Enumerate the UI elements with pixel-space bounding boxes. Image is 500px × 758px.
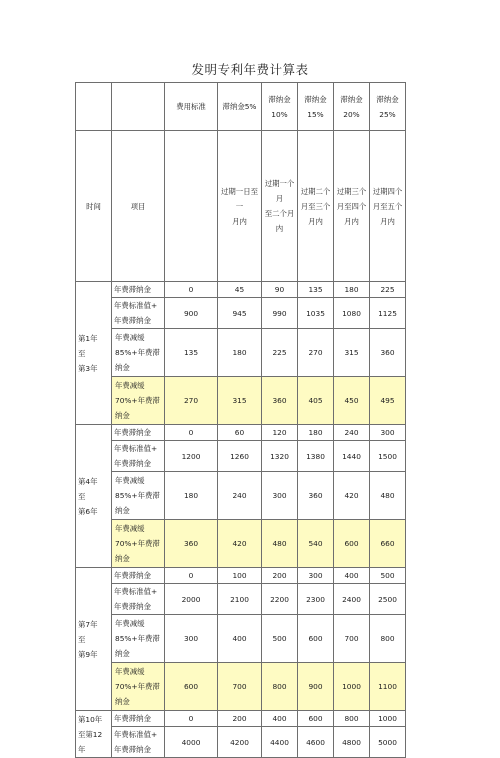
cell-line: 年: [78, 744, 86, 754]
value-cell: 480: [370, 472, 406, 520]
value-cell: 2200: [262, 584, 298, 615]
value-cell: 400: [218, 615, 262, 663]
header-period: [370, 131, 406, 282]
table-row: [76, 727, 406, 758]
item-label: [112, 615, 165, 663]
cell-line: 月至三个: [300, 201, 331, 211]
cell-line: 月至四个: [336, 201, 367, 211]
cell-line: 纳金: [115, 363, 130, 372]
value-cell: 1000: [334, 663, 370, 711]
value-cell: 1380: [298, 441, 334, 472]
cell-line: 年费减缓: [115, 476, 145, 485]
item-label: [112, 329, 165, 377]
value-cell: 270: [298, 329, 334, 377]
value-cell: 500: [370, 568, 406, 584]
value-cell: 180: [218, 329, 262, 377]
period-cell: [76, 711, 112, 758]
cell-line: 年费滞纳金: [114, 285, 151, 294]
value-cell: 90: [262, 282, 298, 298]
cell-line: 70%+年费滞: [115, 682, 160, 691]
cell-line: 第3年: [78, 363, 98, 373]
table-row: [76, 584, 406, 615]
cell-line: 月内: [232, 216, 247, 226]
value-cell: 600: [334, 520, 370, 568]
value-cell: 450: [334, 377, 370, 425]
header-blank: [112, 83, 165, 131]
value-cell: 4000: [165, 727, 218, 758]
item-label: [112, 377, 165, 425]
value-cell: 990: [262, 298, 298, 329]
header-blank: [76, 83, 112, 131]
table-row: [76, 282, 406, 298]
value-cell: 135: [298, 282, 334, 298]
page-title: 发明专利年费计算表: [191, 62, 309, 77]
value-cell: 0: [165, 568, 218, 584]
table-row: [76, 711, 406, 727]
period-cell: [76, 568, 112, 711]
value-cell: 600: [165, 663, 218, 711]
value-cell: 945: [218, 298, 262, 329]
value-cell: 600: [298, 615, 334, 663]
value-cell: 300: [262, 472, 298, 520]
cell-line: 85%+年费滞: [115, 634, 160, 643]
value-cell: 300: [370, 425, 406, 441]
value-cell: 300: [165, 615, 218, 663]
value-cell: 5000: [370, 727, 406, 758]
header-period: [334, 131, 370, 282]
cell-line: 过期二个: [300, 186, 331, 196]
value-cell: 900: [165, 298, 218, 329]
value-cell: 420: [218, 520, 262, 568]
item-label: [112, 663, 165, 711]
header-base-fee: 费用标准: [165, 83, 218, 131]
value-cell: 400: [262, 711, 298, 727]
cell-line: 年费滞纳金: [114, 316, 151, 325]
cell-line: 第7年: [78, 619, 98, 629]
value-cell: 0: [165, 711, 218, 727]
value-cell: 225: [262, 329, 298, 377]
cell-line: 年费减缓: [115, 381, 145, 390]
value-cell: 240: [334, 425, 370, 441]
value-cell: 800: [262, 663, 298, 711]
header-period: [262, 131, 298, 282]
item-label: [112, 711, 165, 727]
value-cell: 200: [218, 711, 262, 727]
value-cell: 1440: [334, 441, 370, 472]
cell-line: 85%+年费滞: [115, 348, 160, 357]
value-cell: 270: [165, 377, 218, 425]
late-fee-rate: 20%: [343, 109, 360, 119]
header-late-fee: [262, 83, 298, 131]
cell-line: 第6年: [78, 506, 98, 516]
value-cell: 360: [165, 520, 218, 568]
cell-line: 年费标准值+: [114, 730, 158, 739]
value-cell: 1100: [370, 663, 406, 711]
cell-line: 年费滞纳金: [114, 428, 151, 437]
header-time: 时间: [76, 131, 112, 282]
item-label: [112, 282, 165, 298]
value-cell: 1200: [165, 441, 218, 472]
cell-line: 年费减缓: [115, 667, 145, 676]
value-cell: 600: [298, 711, 334, 727]
cell-line: 70%+年费滞: [115, 396, 160, 405]
value-cell: 120: [262, 425, 298, 441]
header-blank: [165, 131, 218, 282]
cell-line: 至二个月内: [264, 209, 295, 233]
cell-line: 第9年: [78, 649, 98, 659]
value-cell: 45: [218, 282, 262, 298]
value-cell: 180: [165, 472, 218, 520]
value-cell: 4800: [334, 727, 370, 758]
item-label: [112, 568, 165, 584]
table-row: [76, 472, 406, 520]
period-cell: [76, 282, 112, 425]
cell-line: 过期一日至一: [221, 186, 258, 211]
table-row: [76, 520, 406, 568]
cell-line: 年费滞纳金: [114, 714, 151, 723]
value-cell: 315: [334, 329, 370, 377]
cell-line: 年费标准值+: [114, 587, 158, 596]
item-label: [112, 298, 165, 329]
value-cell: 360: [370, 329, 406, 377]
late-fee-rate: 10%: [271, 109, 288, 119]
table-row: [76, 329, 406, 377]
value-cell: 800: [370, 615, 406, 663]
value-cell: 405: [298, 377, 334, 425]
cell-line: 第1年: [78, 333, 98, 343]
value-cell: 200: [262, 568, 298, 584]
value-cell: 0: [165, 425, 218, 441]
cell-line: 纳金: [115, 506, 130, 515]
header-period: [218, 131, 262, 282]
cell-line: 纳金: [115, 411, 130, 420]
value-cell: 300: [298, 568, 334, 584]
cell-line: 过期四个: [372, 186, 403, 196]
header-late-fee: [298, 83, 334, 131]
cell-line: 年费滞纳金: [114, 602, 151, 611]
cell-line: 过期三个: [336, 186, 367, 196]
value-cell: 2100: [218, 584, 262, 615]
value-cell: 1125: [370, 298, 406, 329]
value-cell: 4600: [298, 727, 334, 758]
value-cell: 660: [370, 520, 406, 568]
cell-line: 至: [78, 491, 86, 501]
value-cell: 495: [370, 377, 406, 425]
late-fee-name: 滞纳金: [268, 94, 291, 104]
header-late-fee: [218, 83, 262, 131]
value-cell: 315: [218, 377, 262, 425]
value-cell: 700: [334, 615, 370, 663]
header-late-fee: [334, 83, 370, 131]
table-row: [76, 568, 406, 584]
value-cell: 1080: [334, 298, 370, 329]
late-fee-name: 滞纳金5%: [222, 102, 257, 111]
value-cell: 420: [334, 472, 370, 520]
value-cell: 1000: [370, 711, 406, 727]
late-fee-name: 滞纳金: [304, 94, 327, 104]
header-item: 项目: [112, 131, 165, 282]
cell-line: 第4年: [78, 476, 98, 486]
cell-line: 月至五个: [372, 201, 403, 211]
cell-line: 纳金: [115, 697, 130, 706]
cell-line: 至: [78, 348, 86, 358]
value-cell: 2300: [298, 584, 334, 615]
value-cell: 225: [370, 282, 406, 298]
value-cell: 0: [165, 282, 218, 298]
value-cell: 1260: [218, 441, 262, 472]
cell-line: 70%+年费滞: [115, 539, 160, 548]
cell-line: 月内: [344, 216, 359, 226]
cell-line: 月内: [380, 216, 395, 226]
value-cell: 60: [218, 425, 262, 441]
table-row: [76, 441, 406, 472]
cell-line: 年费滞纳金: [114, 571, 151, 580]
table-row: [76, 298, 406, 329]
value-cell: 480: [262, 520, 298, 568]
value-cell: 360: [262, 377, 298, 425]
value-cell: 240: [218, 472, 262, 520]
cell-line: 第10年: [78, 714, 103, 724]
table-row: [76, 663, 406, 711]
value-cell: 360: [298, 472, 334, 520]
header-late-fee: [370, 83, 406, 131]
table-row: [76, 615, 406, 663]
cell-line: 年费滞纳金: [114, 459, 151, 468]
header-period: [298, 131, 334, 282]
fee-table: [75, 82, 406, 758]
value-cell: 4400: [262, 727, 298, 758]
cell-line: 年费减缓: [115, 524, 145, 533]
cell-line: 至: [78, 634, 86, 644]
value-cell: 900: [298, 663, 334, 711]
item-label: [112, 520, 165, 568]
cell-line: 年费滞纳金: [114, 745, 151, 754]
header-row-periods: [76, 131, 406, 282]
late-fee-rate: 25%: [379, 109, 396, 119]
late-fee-rate: 15%: [307, 109, 324, 119]
value-cell: 800: [334, 711, 370, 727]
value-cell: 135: [165, 329, 218, 377]
cell-line: 纳金: [115, 649, 130, 658]
table-row: [76, 377, 406, 425]
late-fee-name: 滞纳金: [376, 94, 399, 104]
cell-line: 年费标准值+: [114, 444, 158, 453]
value-cell: 2400: [334, 584, 370, 615]
cell-line: 85%+年费滞: [115, 491, 160, 500]
cell-line: 月内: [308, 216, 323, 226]
cell-line: 年费标准值+: [114, 301, 158, 310]
value-cell: 2000: [165, 584, 218, 615]
table-row: [76, 425, 406, 441]
value-cell: 1035: [298, 298, 334, 329]
cell-line: 至第12: [78, 729, 103, 739]
item-label: [112, 441, 165, 472]
value-cell: 2500: [370, 584, 406, 615]
value-cell: 540: [298, 520, 334, 568]
item-label: [112, 727, 165, 758]
cell-line: 纳金: [115, 554, 130, 563]
header-row-names: [76, 83, 406, 131]
period-cell: [76, 425, 112, 568]
cell-line: 年费减缓: [115, 333, 145, 342]
cell-line: 年费减缓: [115, 619, 145, 628]
item-label: [112, 425, 165, 441]
value-cell: 4200: [218, 727, 262, 758]
value-cell: 1500: [370, 441, 406, 472]
value-cell: 100: [218, 568, 262, 584]
value-cell: 180: [298, 425, 334, 441]
item-label: [112, 472, 165, 520]
late-fee-name: 滞纳金: [340, 94, 363, 104]
value-cell: 500: [262, 615, 298, 663]
item-label: [112, 584, 165, 615]
value-cell: 400: [334, 568, 370, 584]
value-cell: 180: [334, 282, 370, 298]
value-cell: 700: [218, 663, 262, 711]
value-cell: 1320: [262, 441, 298, 472]
cell-line: 过期一个月: [264, 179, 295, 203]
